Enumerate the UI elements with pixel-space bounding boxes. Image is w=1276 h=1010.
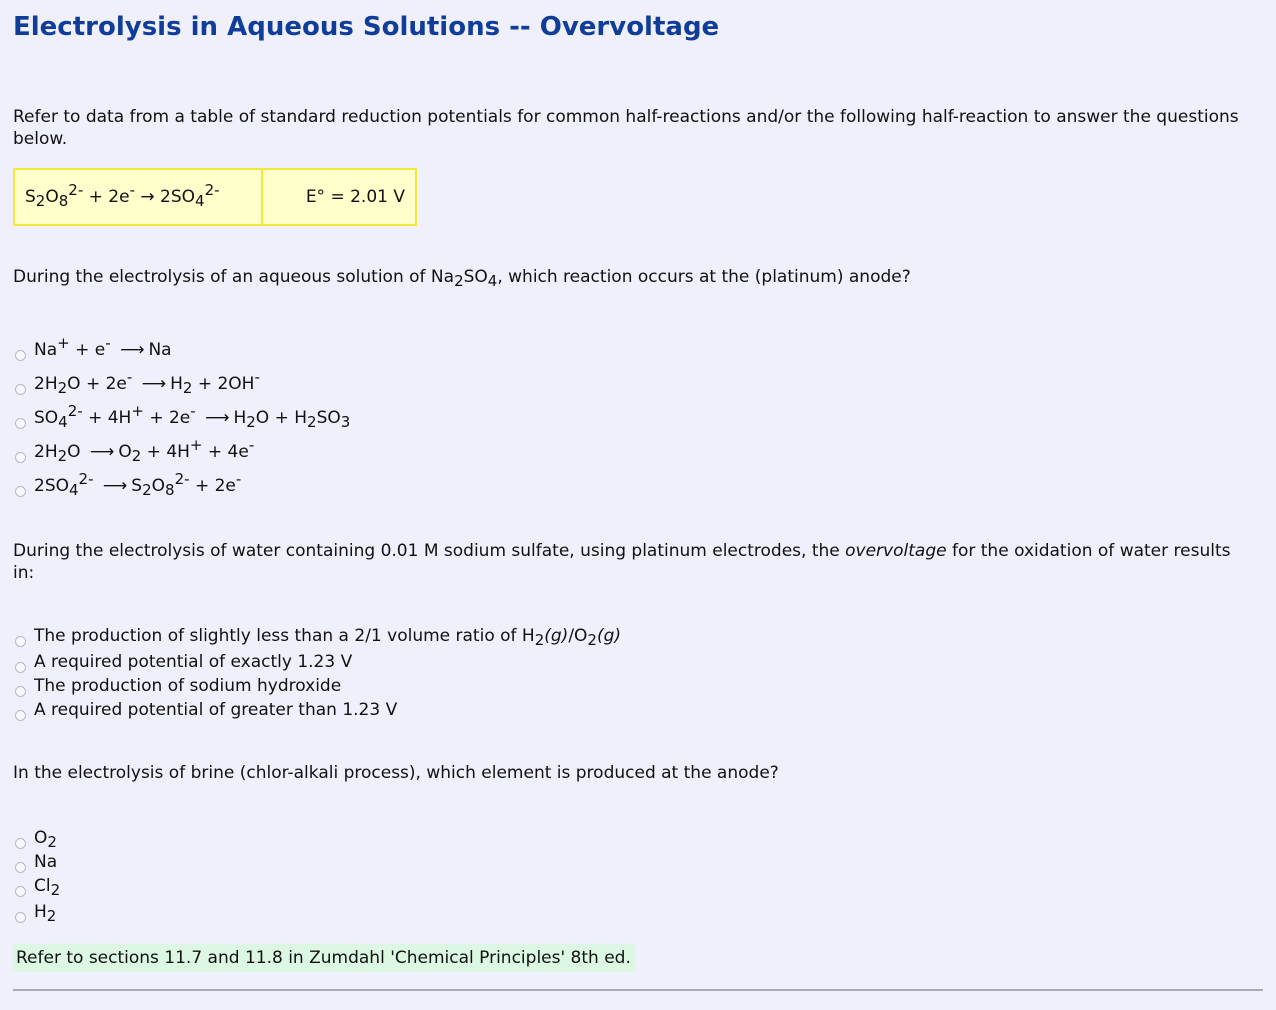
q1-option-5[interactable] [15, 470, 242, 499]
q3-prompt: In the electrolysis of brine (chlor-alkali process), which element is produced at the anode? [13, 763, 779, 783]
q1-option-3-label: $SO_4^{2-} + 4H^+ + 2e^-$ ⟶ $H_2O + H_2SO_3$ [34, 402, 351, 431]
q2-option-3-label: The production of sodium hydroxide [34, 676, 342, 696]
half-reaction-potential: E° = 2.01 V [262, 169, 416, 225]
q3-option-1[interactable] [15, 826, 57, 850]
q2-option-4[interactable] [15, 698, 397, 722]
q3-option-3[interactable] [15, 874, 60, 898]
q2-prompt: During the electrolysis of water containing 0.01 M sodium sulfate, using platinum electrodes, the overvoltage for the oxidation of water results in: [13, 541, 1231, 583]
reference-note: Refer to sections 11.7 and 11.8 in Zumdahl 'Chemical Principles' 8th ed. [13, 944, 635, 972]
q2-option-2[interactable] [15, 650, 352, 674]
q2-option-1-label: The production of slightly less than a 2/1 volume ratio of $H_2(g)/O_2(g)$ [34, 626, 622, 649]
radio-button[interactable] [15, 838, 26, 849]
intro-text: Refer to data from a table of standard reduction potentials for common half-reactions and/or the following half-reaction to answer the questions below. [13, 107, 1239, 149]
q2-option-3[interactable] [15, 674, 341, 698]
q3-option-4-label: $H_2$ [34, 902, 57, 925]
q3-option-2[interactable] [15, 850, 57, 874]
radio-button[interactable] [15, 912, 26, 923]
divider [13, 989, 1263, 991]
radio-button[interactable] [15, 350, 26, 361]
q3-option-4[interactable] [15, 900, 56, 924]
radio-button[interactable] [15, 710, 26, 721]
q1-option-2-label: $2H_2O + 2e^-$ ⟶ $H_2 + 2OH^-$ [34, 368, 260, 397]
half-reaction-equation: $S_2O_8^{2-} + 2e^- \to 2SO_4^{2-}$ [14, 169, 262, 225]
q1-prompt: During the electrolysis of an aqueous solution of $Na_2SO_4$, which reaction occurs at the (platinum) anode? [13, 267, 911, 290]
half-reaction-table [13, 168, 417, 226]
radio-button[interactable] [15, 418, 26, 429]
q2-option-1[interactable] [15, 624, 621, 648]
q3-option-2-label: Na [34, 852, 58, 872]
q1-option-4[interactable] [15, 436, 255, 465]
q1-option-3[interactable] [15, 402, 351, 431]
q1-option-4-label: $2H_2O$ ⟶ $O_2 + 4H^+ + 4e^-$ [34, 436, 255, 465]
radio-button[interactable] [15, 636, 26, 647]
q3-option-1-label: $O_2$ [34, 828, 57, 851]
radio-button[interactable] [15, 486, 26, 497]
radio-button[interactable] [15, 384, 26, 395]
q1-option-1[interactable] [15, 334, 172, 362]
radio-button[interactable] [15, 452, 26, 463]
q1-option-2[interactable] [15, 368, 260, 397]
q2-option-4-label: A required potential of greater than 1.23 V [34, 700, 398, 720]
q3-option-3-label: $Cl_2$ [34, 876, 61, 899]
radio-button[interactable] [15, 886, 26, 897]
q1-option-1-label: Na+ + e- ⟶ Na [34, 334, 172, 360]
radio-button[interactable] [15, 862, 26, 873]
radio-button[interactable] [15, 662, 26, 673]
page-title: Electrolysis in Aqueous Solutions -- Overvoltage [13, 12, 720, 42]
radio-button[interactable] [15, 686, 26, 697]
q2-option-2-label: A required potential of exactly 1.23 V [34, 652, 353, 672]
q1-option-5-label: $2SO_4^{2-}$ ⟶ $S_2O_8^{2-} + 2e^-$ [34, 470, 242, 499]
